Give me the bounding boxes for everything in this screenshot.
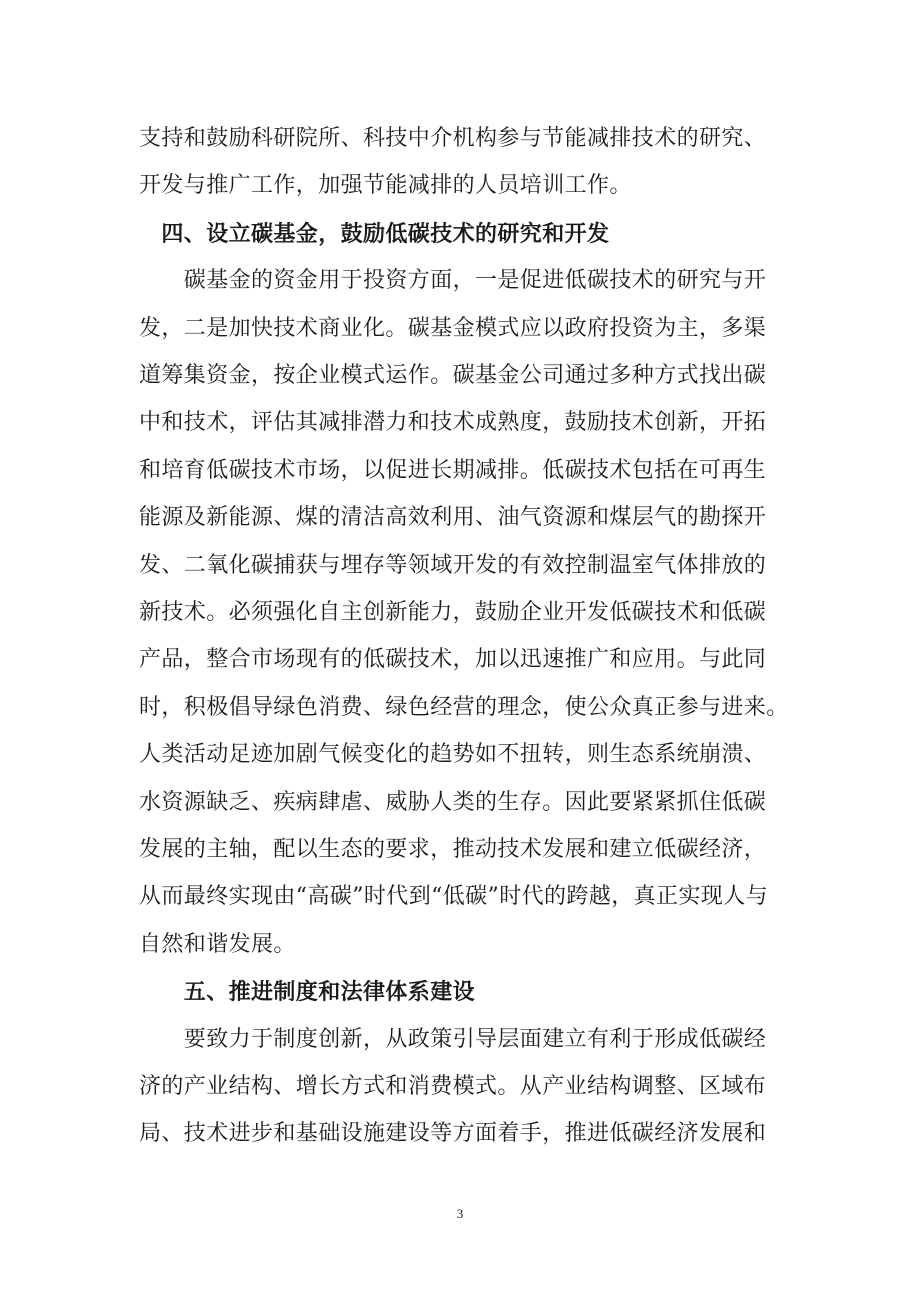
- text-line: 产品，整合市场现有的低碳技术，加以迅速推广和应用。与此同: [139, 647, 767, 673]
- text-line: 道筹集资金，按企业模式运作。碳基金公司通过多种方式找出碳: [139, 363, 767, 388]
- text-line: 支持和鼓励科研院所、科技中介机构参与节能减排技术的研究、: [139, 126, 767, 151]
- text-line: 新技术。必须强化自主创新能力，鼓励企业开发低碳技术和低碳: [139, 600, 767, 625]
- text-line: 水资源缺乏、疾病肆虐、威胁人类的生存。因此要紧紧抓住低碳: [139, 789, 767, 815]
- text-line: 从而最终实现由“高碳”时代到“低碳”时代的跨越，真正实现人与: [139, 884, 768, 910]
- text-line: 能源及新能源、煤的清洁高效利用、油气资源和煤层气的勘探开: [139, 505, 767, 531]
- page-number: 3: [456, 1206, 464, 1221]
- text-line: 人类活动足迹加剧气候变化的趋势如不扭转，则生态系统崩溃、: [139, 742, 767, 768]
- text-line: 自然和谐发展。: [139, 931, 296, 957]
- text-line: 时，积极倡导绿色消费、绿色经营的理念，使公众真正参与进来。: [139, 694, 789, 720]
- text-line: 济的产业结构、增长方式和消费模式。从产业结构调整、区域布: [139, 1074, 767, 1099]
- text-line: 局、技术进步和基础设施建设等方面着手，推进低碳经济发展和: [139, 1121, 767, 1147]
- text-line: 中和技术，评估其减排潜力和技术成熟度，鼓励技术创新，开拓: [139, 410, 767, 436]
- section-heading: 四、设立碳基金，鼓励低碳技术的研究和开发: [139, 220, 610, 247]
- text-line: 发展的主轴，配以生态的要求，推动技术发展和建立低碳经济，: [139, 837, 767, 862]
- text-line: 发，二是加快技术商业化。碳基金模式应以政府投资为主，多渠: [139, 315, 767, 341]
- text-line: 发、二氧化碳捕获与埋存等领域开发的有效控制温室气体排放的: [139, 552, 767, 578]
- text-line: 要致力于制度创新，从政策引导层面建立有利于形成低碳经: [139, 1026, 767, 1052]
- text-line: 开发与推广工作，加强节能减排的人员培训工作。: [139, 173, 632, 199]
- text-line: 和培育低碳技术市场，以促进长期减排。低碳技术包括在可再生: [139, 457, 767, 483]
- text-line: 碳基金的资金用于投资方面，一是促进低碳技术的研究与开: [139, 268, 767, 294]
- section-heading: 五、推进制度和法律体系建设: [139, 979, 476, 1006]
